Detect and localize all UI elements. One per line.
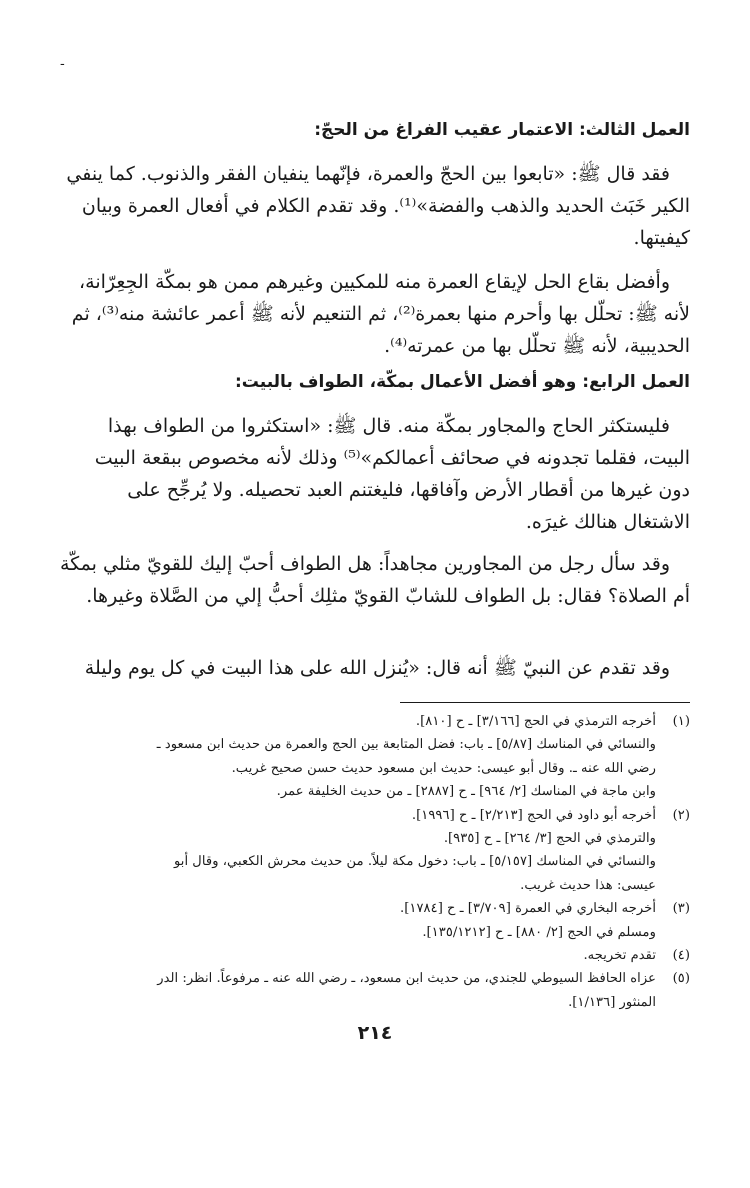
footnote-text: عيسى: هذا حديث غريب. (520, 877, 656, 893)
paragraph-mujahid-question: وقد سأل رجل من المجاورين مجاهداً: هل الطواف أحبّ إليك للقويّ مثلي بمكّة أم الصلاة؟ فقال: بل الطواف للشابّ القويّ مثلِك أحبُّ إلي من الصَّلاة وغيرها. (60, 553, 690, 607)
footnote-number: (٥) (672, 971, 690, 987)
paragraph-umrah-after-hajj: فقد قال ﷺ: «تابعوا بين الحجّ والعمرة، فإنّهما ينفيان الفقر والذنوب. كما ينفي الكير خَبَث الحديد والذهب والفضة»⁽¹⁾. وقد تقدم الكلام في أفعال العمرة وبيان كيفيتها. (66, 163, 690, 249)
footnote-line (60, 897, 690, 920)
footnote-number (656, 874, 690, 897)
footnote-line (60, 967, 690, 990)
footnote-text: عزاه الحافظ السيوطي للجندي، من حديث ابن مسعود، ـ رضي الله عنه ـ مرفوعاً. انظر: الدر (157, 971, 656, 987)
footnote-text: ومسلم في الحج [٢/ ٨٨٠] ـ ح [١٣٥/١٢١٢]. (422, 924, 656, 940)
footnote-text: أخرجه أبو داود في الحج [٢/٢١٣] ـ ح [١٩٩٦]. (411, 807, 656, 823)
section-heading-fourth-work: العمل الرابع: وهو أفضل الأعمال بمكّة، الطواف بالبيت: (235, 372, 690, 392)
footnote-line (60, 874, 690, 897)
footnote-number (656, 850, 690, 873)
page-number: ٢١٤ (357, 1022, 393, 1044)
footnote-text: أخرجه البخاري في العمرة [٣/٧٠٩] ـ ح [١٧٨٤]. (400, 901, 656, 917)
footnote-number: (٢) (672, 807, 690, 823)
footnote-text: والنسائي في المناسك [٥/٨٧] ـ باب: فضل المتابعة بين الحج والعمرة من حديث ابن مسعود ـ (156, 737, 656, 753)
footnote-line (60, 944, 690, 967)
footnote-number: (٤) (672, 948, 690, 964)
footnote-line (60, 921, 690, 944)
footnote-number (656, 827, 690, 850)
footnote-line (60, 710, 690, 733)
footnote-line (60, 733, 690, 756)
footnote-number (656, 921, 690, 944)
footnote-line (60, 850, 690, 873)
footnote-number (656, 991, 690, 1014)
footnote-text: المنثور [١/١٣٦]. (568, 994, 656, 1010)
footnote-number: (٣) (672, 901, 690, 917)
footnote-text: تقدم تخريجه. (583, 948, 656, 964)
footnote-number: (١) (672, 714, 690, 729)
footnote-text: والنسائي في المناسك [٥/١٥٧] ـ باب: دخول مكة ليلاً. من حديث محرش الكعبي، وقال أبو (173, 854, 656, 870)
footnote-text: وابن ماجة في المناسك [٢/ ٩٦٤] ـ ح [٢٨٨٧] ـ من حديث الخليفة عمر. (276, 784, 656, 800)
footnote-text: والترمذي في الحج [٣/ ٢٦٤] ـ ح [٩٣٥]. (443, 831, 656, 847)
paragraph-prophet-saying: وقد تقدم عن النبيّ ﷺ أنه قال: «يُنزل الله على هذا البيت في كل يوم وليلة (84, 657, 670, 679)
footnote-line (60, 780, 690, 803)
footnote-number (656, 757, 690, 780)
footnote-separator (400, 702, 690, 703)
paragraph-best-places-umrah: وأفضل بقاع الحل لإيقاع العمرة منه للمكيين وغيرهم ممن هو بمكّة الجِعِرّانة، لأنه ﷺ: تحلّل بها وأحرم منها بعمرة⁽²⁾، ثم التنعيم لأنه ﷺ أعمر عائشة منه⁽³⁾، ثم الحديبية، لأنه ﷺ تحلّل بها من عمرته⁽⁴⁾. (71, 271, 690, 357)
section-heading-third-work: العمل الثالث: الاعتمار عقيب الفراغ من الحجّ: (314, 120, 690, 140)
footnote-text: رضي الله عنه ـ. وقال أبو عيسى: حديث ابن مسعود حديث حسن صحيح غريب. (231, 760, 656, 776)
footnote-line (60, 804, 690, 827)
footnote-line (60, 991, 690, 1014)
paragraph-tawaf: فليستكثر الحاج والمجاور بمكّة منه. قال ﷺ: «استكثروا من الطواف بهذا البيت، فقلما تجدونه في صحائف أعمالكم»⁽⁵⁾ وذلك لأنه مخصوص ببقعة البيت دون غيرها من أقطار الأرض وآفاقها، فليغتنم العبد تحصيله. ولا يُرجِّح على الاشتغال هنالك غيرَه. (94, 415, 690, 533)
book-page (60, 0, 690, 1188)
footnotes (60, 710, 690, 1014)
footnote-line (60, 827, 690, 850)
footnote-line (60, 757, 690, 780)
footnote-number (656, 733, 690, 756)
footnote-text: أخرجه الترمذي في الحج [٣/١٦٦] ـ ح [٨١٠]. (415, 714, 656, 729)
corner-mark: - (60, 56, 65, 72)
footnote-number (656, 780, 690, 803)
